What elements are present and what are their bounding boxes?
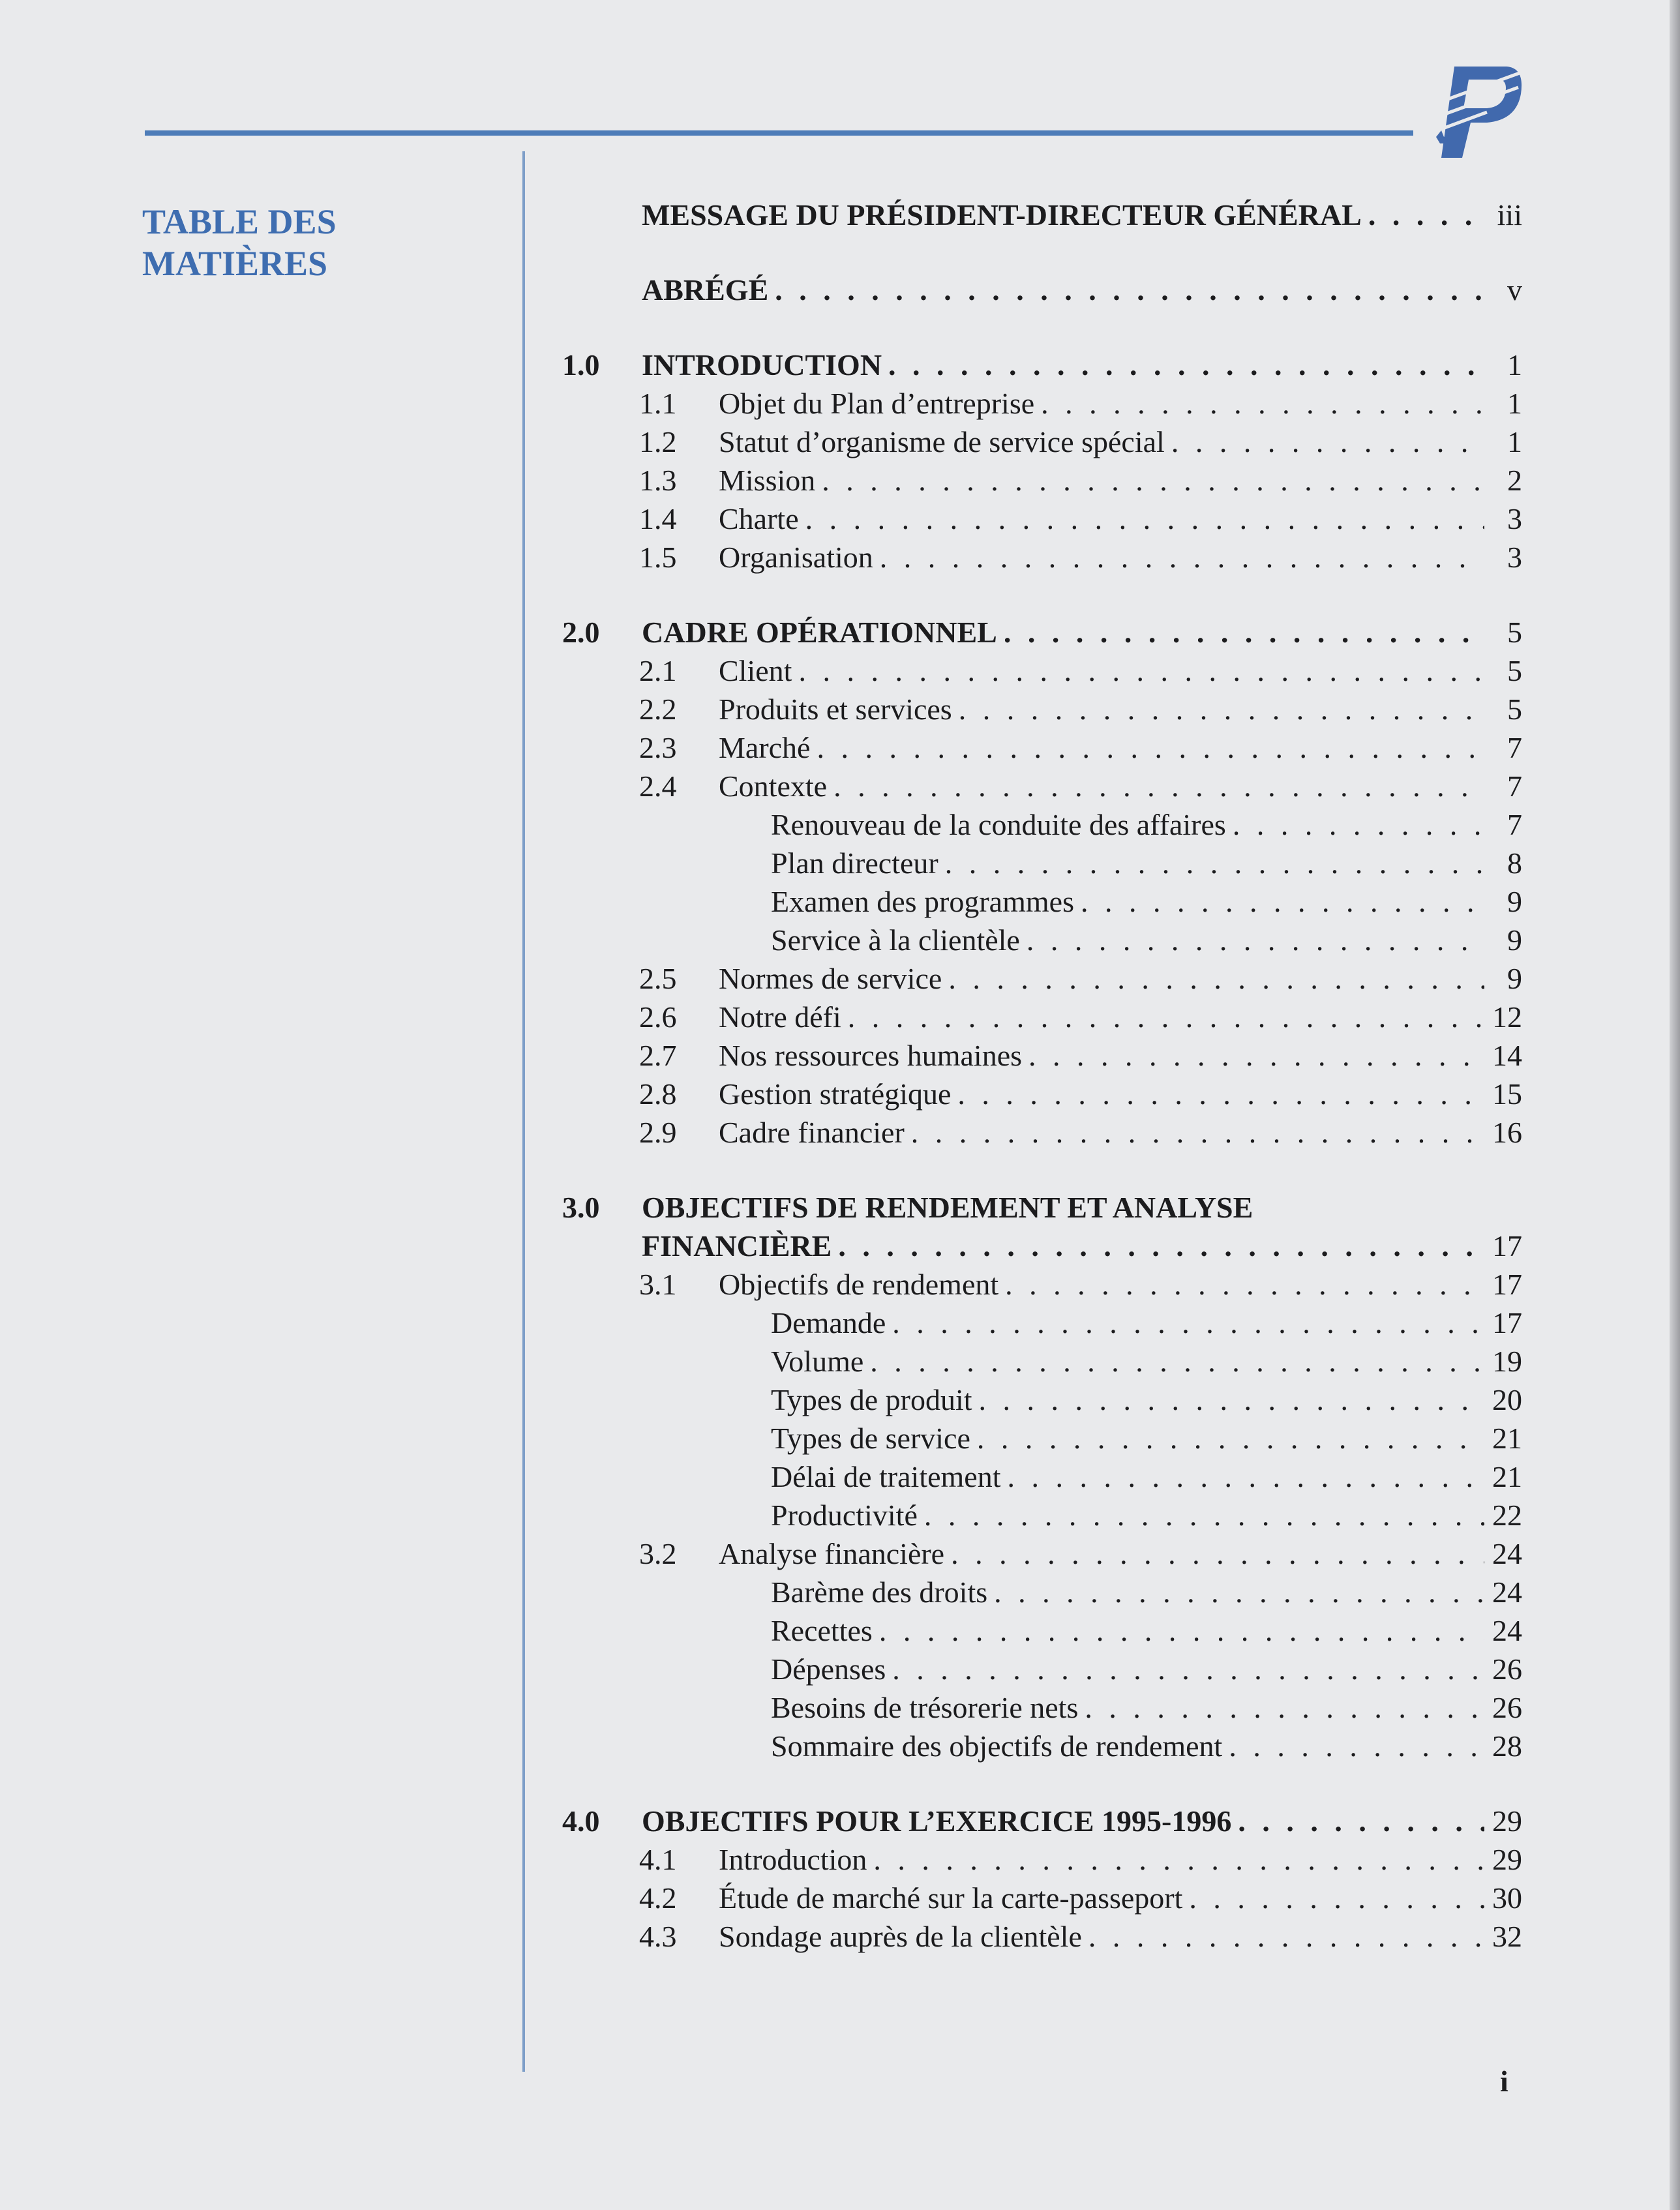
toc-entry-page: 17 xyxy=(1492,1268,1522,1301)
toc-entry-page: 26 xyxy=(1492,1652,1522,1686)
toc-entry-number: 3.2 xyxy=(639,1537,677,1570)
toc-entry-label: Demande xyxy=(771,1306,886,1339)
toc-entry-page: 3 xyxy=(1507,502,1522,535)
toc-entry-label: Marché xyxy=(719,731,811,764)
toc-leader-dots xyxy=(1229,1727,1484,1765)
toc-entry-section[interactable] xyxy=(562,1265,1522,1304)
toc-leader-dots xyxy=(994,1573,1484,1611)
toc-entry-section[interactable] xyxy=(562,538,1522,576)
toc-entry-label: Sondage auprès de la clientèle xyxy=(719,1920,1082,1953)
toc-entry-label: Statut d’organisme de service spécial xyxy=(719,425,1165,458)
toc-entry-label: Barème des droits xyxy=(771,1575,988,1609)
toc-entry-subsection[interactable] xyxy=(562,1650,1522,1688)
toc-entry-label: Recettes xyxy=(771,1614,873,1647)
toc-leader-dots xyxy=(1027,921,1484,959)
toc-entry-page: iii xyxy=(1497,198,1522,231)
toc-entry-label: Volume xyxy=(771,1345,864,1378)
toc-entry-chapter[interactable] xyxy=(562,613,1522,651)
toc-leader-dots xyxy=(798,651,1484,690)
toc-entry-label: Besoins de trésorerie nets xyxy=(771,1691,1079,1724)
toc-leader-dots xyxy=(1233,805,1484,844)
toc-entry-page: 7 xyxy=(1507,731,1522,764)
toc-entry-page: 24 xyxy=(1492,1614,1522,1647)
toc-entry-number: 2.0 xyxy=(562,616,600,649)
toc-entry-page: 21 xyxy=(1492,1460,1522,1493)
toc-entry-label: Dépenses xyxy=(771,1652,886,1686)
toc-entry-page: 9 xyxy=(1507,962,1522,995)
toc-entry-page: 32 xyxy=(1492,1920,1522,1953)
toc-entry-section[interactable] xyxy=(562,1113,1522,1152)
toc-entry-section[interactable] xyxy=(562,1840,1522,1879)
toc-entry-chapter[interactable] xyxy=(562,196,1522,234)
toc-entry-number: 1.0 xyxy=(562,348,600,381)
toc-leader-dots xyxy=(805,500,1484,538)
toc-entry-page: 5 xyxy=(1507,693,1522,726)
toc-leader-dots xyxy=(924,1496,1484,1534)
toc-leader-dots xyxy=(1041,384,1484,423)
toc-entry-label: OBJECTIFS POUR L’EXERCICE 1995-1996 xyxy=(642,1804,1232,1838)
toc-entry-number: 2.5 xyxy=(639,962,677,995)
toc-entry-label: Normes de service xyxy=(719,962,942,995)
toc-entry-subsection[interactable] xyxy=(562,1457,1522,1496)
toc-entry-page: 2 xyxy=(1507,464,1522,497)
toc-leader-dots xyxy=(951,1534,1484,1573)
toc-entry-number: 1.2 xyxy=(639,425,677,458)
toc-leader-dots xyxy=(1081,882,1484,921)
toc-entry-label: Analyse financière xyxy=(719,1537,945,1570)
toc-entry-label: Charte xyxy=(719,502,799,535)
toc-entry-number: 2.2 xyxy=(639,693,677,726)
toc-entry-label: Organisation xyxy=(719,541,873,574)
toc-entry-label: Objet du Plan d’entreprise xyxy=(719,387,1035,420)
page-title-line-1: TABLE DES xyxy=(142,202,337,241)
toc-entry-subsection[interactable] xyxy=(562,1381,1522,1419)
toc-entry-section[interactable] xyxy=(562,1075,1522,1113)
toc-entry-page: 20 xyxy=(1492,1383,1522,1416)
toc-entry-label: ABRÉGÉ xyxy=(642,273,769,306)
toc-entry-number: 3.0 xyxy=(562,1191,600,1224)
toc-entry-page: 1 xyxy=(1507,387,1522,420)
toc-leader-dots xyxy=(848,998,1484,1036)
toc-entry-number: 1.1 xyxy=(639,387,677,420)
toc-entry-number: 2.1 xyxy=(639,654,677,687)
toc-entry-section[interactable] xyxy=(562,1917,1522,1956)
toc-entry-page: 24 xyxy=(1492,1537,1522,1570)
page-number: i xyxy=(1500,2065,1508,2098)
toc-entry-chapter[interactable] xyxy=(562,346,1522,384)
toc-entry-chapter[interactable] xyxy=(562,271,1522,309)
toc-entry-label: Nos ressources humaines xyxy=(719,1039,1023,1072)
toc-entry-subsection[interactable] xyxy=(562,844,1522,882)
toc-leader-dots xyxy=(1005,1265,1484,1304)
toc-entry-label: Renouveau de la conduite des affaires xyxy=(771,808,1226,841)
toc-section xyxy=(562,1802,1522,1956)
passport-office-logo-icon xyxy=(1409,60,1526,168)
toc-entry-label: Types de produit xyxy=(771,1383,972,1416)
toc-entry-section[interactable] xyxy=(562,1534,1522,1573)
toc-leader-dots xyxy=(957,1075,1484,1113)
toc-entry-label: Cadre financier xyxy=(719,1116,905,1149)
toc-leader-dots xyxy=(892,1304,1484,1342)
toc-leader-dots xyxy=(945,844,1484,882)
toc-leader-dots xyxy=(1004,613,1484,651)
toc-entry-label: Délai de traitement xyxy=(771,1460,1001,1493)
toc-entry-section[interactable] xyxy=(562,959,1522,998)
toc-entry-subsection[interactable] xyxy=(562,1611,1522,1650)
toc-entry-number: 4.1 xyxy=(639,1843,677,1876)
toc-entry-label: Produits et services xyxy=(719,693,952,726)
toc-entry-number: 2.8 xyxy=(639,1077,677,1111)
toc-leader-dots xyxy=(822,461,1484,500)
toc-entry-number: 2.7 xyxy=(639,1039,677,1072)
toc-entry-label: Plan directeur xyxy=(771,846,938,880)
toc-entry-number: 4.0 xyxy=(562,1804,600,1838)
toc-entry-label: Service à la clientèle xyxy=(771,923,1020,957)
toc-section xyxy=(562,1188,1522,1765)
toc-entry-label: Étude de marché sur la carte-passeport xyxy=(719,1881,1183,1915)
page-title-line-2: MATIÈRES xyxy=(142,244,328,283)
toc-entry-page: 30 xyxy=(1492,1881,1522,1915)
toc-entry-label: Productivité xyxy=(771,1499,918,1532)
toc-entry-page: 12 xyxy=(1492,1000,1522,1034)
toc-entry-chapter[interactable] xyxy=(562,1188,1522,1265)
toc-leader-dots xyxy=(775,271,1484,309)
toc-entry-number: 2.4 xyxy=(639,769,677,803)
toc-entry-subsection[interactable] xyxy=(562,882,1522,921)
toc-entry-chapter[interactable] xyxy=(562,1802,1522,1840)
toc-entry-page: 29 xyxy=(1492,1804,1522,1838)
toc-entry-page: 17 xyxy=(1492,1229,1522,1262)
toc-leader-dots xyxy=(977,1419,1484,1457)
toc-entry-page: 5 xyxy=(1507,616,1522,649)
page-edge-shadow xyxy=(1670,0,1680,2210)
toc-entry-page: 19 xyxy=(1492,1345,1522,1378)
toc-leader-dots xyxy=(948,959,1484,998)
toc-entry-section[interactable] xyxy=(562,767,1522,805)
toc-leader-dots xyxy=(959,690,1484,728)
toc-entry-label: Notre défi xyxy=(719,1000,841,1034)
toc-entry-subsection[interactable] xyxy=(562,1419,1522,1457)
toc-section xyxy=(562,196,1522,234)
toc-entry-label: OBJECTIFS DE RENDEMENT ET ANALYSE xyxy=(642,1191,1253,1224)
toc-entry-subsection[interactable] xyxy=(562,1688,1522,1727)
toc-entry-number: 4.3 xyxy=(639,1920,677,1953)
toc-entry-number: 2.3 xyxy=(639,731,677,764)
toc-entry-number: 1.4 xyxy=(639,502,677,535)
toc-leader-dots xyxy=(879,1611,1484,1650)
toc-entry-section[interactable] xyxy=(562,998,1522,1036)
toc-leader-dots xyxy=(1088,1917,1484,1956)
header-rule xyxy=(145,130,1413,136)
page-title xyxy=(142,201,337,284)
toc-section xyxy=(562,613,1522,1152)
toc-leader-dots xyxy=(1085,1688,1484,1727)
toc-entry-page: 24 xyxy=(1492,1575,1522,1609)
toc-entry-number: 2.6 xyxy=(639,1000,677,1034)
toc-leader-dots xyxy=(888,346,1484,384)
toc-entry-section[interactable] xyxy=(562,500,1522,538)
toc-entry-section[interactable] xyxy=(562,384,1522,423)
toc-entry-page: 29 xyxy=(1492,1843,1522,1876)
toc-entry-section[interactable] xyxy=(562,423,1522,461)
toc-entry-page: 16 xyxy=(1492,1116,1522,1149)
toc-leader-dots xyxy=(1008,1457,1484,1496)
toc-entry-section[interactable] xyxy=(562,690,1522,728)
toc-entry-section[interactable] xyxy=(562,728,1522,767)
toc-entry-label: MESSAGE DU PRÉSIDENT-DIRECTEUR GÉNÉRAL xyxy=(642,198,1362,231)
toc-entry-page: 26 xyxy=(1492,1691,1522,1724)
toc-entry-page: 9 xyxy=(1507,885,1522,918)
toc-entry-number: 1.5 xyxy=(639,541,677,574)
toc-entry-label: CADRE OPÉRATIONNEL xyxy=(642,616,997,649)
toc-leader-dots xyxy=(892,1650,1484,1688)
toc-leader-dots xyxy=(838,1227,1484,1265)
toc-entry-page: 17 xyxy=(1492,1306,1522,1339)
toc-entry-section[interactable] xyxy=(562,1036,1522,1075)
toc-entry-subsection[interactable] xyxy=(562,1304,1522,1342)
toc-entry-section[interactable] xyxy=(562,651,1522,690)
toc-leader-dots xyxy=(1238,1802,1484,1840)
toc-entry-label: Contexte xyxy=(719,769,828,803)
toc-entry-label: Client xyxy=(719,654,792,687)
toc-entry-page: 1 xyxy=(1507,348,1522,381)
toc-entry-label: Gestion stratégique xyxy=(719,1077,952,1111)
toc-leader-dots xyxy=(870,1342,1484,1381)
toc-entry-page: 15 xyxy=(1492,1077,1522,1111)
toc-entry-page: 22 xyxy=(1492,1499,1522,1532)
toc-section xyxy=(562,271,1522,309)
toc-entry-subsection[interactable] xyxy=(562,1573,1522,1611)
toc-entry-label: Sommaire des objectifs de rendement xyxy=(771,1729,1223,1763)
toc-entry-page: 21 xyxy=(1492,1422,1522,1455)
toc-leader-dots xyxy=(873,1840,1484,1879)
toc-entry-page: 8 xyxy=(1507,846,1522,880)
toc-entry-subsection[interactable] xyxy=(562,1342,1522,1381)
toc-entry-label: Mission xyxy=(719,464,816,497)
toc-leader-dots xyxy=(1028,1036,1484,1075)
table-of-contents xyxy=(562,196,1522,1992)
toc-entry-section[interactable] xyxy=(562,461,1522,500)
toc-entry-label: Objectifs de rendement xyxy=(719,1268,999,1301)
toc-entry-page: 9 xyxy=(1507,923,1522,957)
toc-leader-dots xyxy=(1368,196,1484,234)
toc-entry-subsection[interactable] xyxy=(562,805,1522,844)
toc-entry-label-continued: FINANCIÈRE xyxy=(642,1229,832,1262)
toc-entry-subsection[interactable] xyxy=(562,1727,1522,1765)
toc-leader-dots xyxy=(1189,1879,1484,1917)
toc-entry-page: 3 xyxy=(1507,541,1522,574)
toc-leader-dots xyxy=(817,728,1484,767)
toc-leader-dots xyxy=(880,538,1484,576)
toc-entry-page: 1 xyxy=(1507,425,1522,458)
toc-entry-subsection[interactable] xyxy=(562,921,1522,959)
toc-section xyxy=(562,346,1522,576)
toc-entry-page: 28 xyxy=(1492,1729,1522,1763)
toc-entry-label: Introduction xyxy=(719,1843,867,1876)
toc-entry-page: 7 xyxy=(1507,769,1522,803)
toc-entry-label: INTRODUCTION xyxy=(642,348,882,381)
toc-entry-page: 5 xyxy=(1507,654,1522,687)
toc-entry-section[interactable] xyxy=(562,1879,1522,1917)
toc-leader-dots xyxy=(911,1113,1484,1152)
toc-entry-number: 4.2 xyxy=(639,1881,677,1915)
toc-entry-page: v xyxy=(1507,273,1522,306)
toc-entry-page: 7 xyxy=(1507,808,1522,841)
toc-leader-dots xyxy=(1171,423,1484,461)
toc-entry-subsection[interactable] xyxy=(562,1496,1522,1534)
toc-leader-dots xyxy=(833,767,1484,805)
toc-entry-number: 1.3 xyxy=(639,464,677,497)
toc-entry-page: 14 xyxy=(1492,1039,1522,1072)
toc-entry-number: 3.1 xyxy=(639,1268,677,1301)
toc-entry-label: Examen des programmes xyxy=(771,885,1074,918)
toc-entry-number: 2.9 xyxy=(639,1116,677,1149)
toc-leader-dots xyxy=(979,1381,1484,1419)
toc-entry-label: Types de service xyxy=(771,1422,970,1455)
column-divider xyxy=(522,151,525,2072)
